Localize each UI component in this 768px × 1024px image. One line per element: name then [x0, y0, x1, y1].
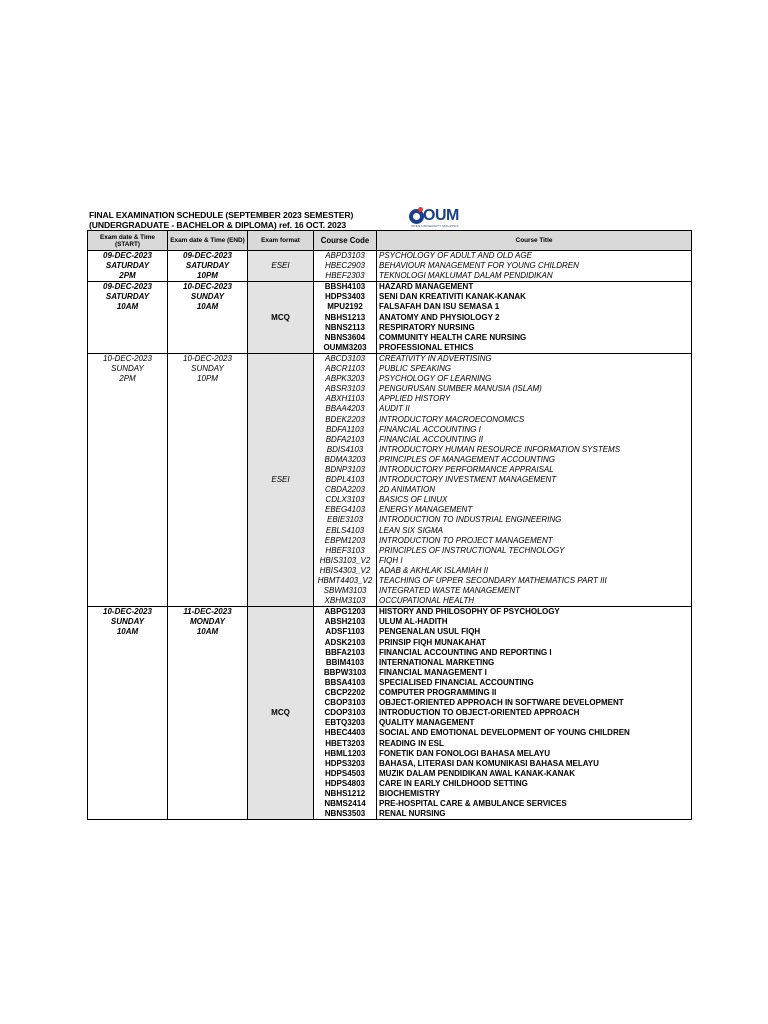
header-format: Exam format — [248, 231, 314, 251]
course-title: SENI DAN KREATIVITI KANAK-KANAK — [379, 292, 526, 302]
course-code: BDFA1103 — [326, 424, 364, 434]
course-title: PRINSIP FIQH MUNAKAHAT — [379, 637, 486, 647]
exam-format-cell: MCQ — [248, 607, 314, 820]
course-title: LEAN SIX SIGMA — [379, 525, 444, 535]
course-code: ABCD3103 — [324, 353, 366, 363]
course-code-cell — [314, 251, 377, 282]
course-code: CDOP3103 — [324, 708, 366, 718]
course-code: BDMA3203 — [324, 454, 366, 464]
table-row — [88, 607, 692, 820]
course-title: PENGURUSAN SUMBER MANUSIA (ISLAM) — [379, 384, 542, 394]
document-title-line-1: FINAL EXAMINATION SCHEDULE (SEPTEMBER 2023 SEMESTER) — [89, 210, 354, 220]
course-code: BDFA2103 — [325, 434, 365, 444]
course-code: ABPG1203 — [324, 607, 366, 617]
course-title: ULUM AL-HADITH — [379, 617, 448, 627]
course-title: OBJECT-ORIENTED APPROACH IN SOFTWARE DEVELOPMENT — [379, 698, 624, 708]
course-code: NBHS1213 — [324, 312, 366, 322]
course-title: FIQH I — [379, 555, 403, 565]
course-title: APPLIED HISTORY — [379, 394, 451, 404]
document-title-line-2: (UNDERGRADUATE - BACHELOR & DIPLOMA) ref. 16 OCT. 2023 — [89, 220, 347, 230]
course-title: FONETIK DAN FONOLOGI BAHASA MELAYU — [379, 748, 550, 758]
course-code: HBIS3103_V2 — [319, 555, 371, 565]
course-code-cell — [314, 607, 377, 820]
course-code: MPU2192 — [327, 302, 363, 312]
course-title: PUBLIC SPEAKING — [379, 364, 452, 374]
course-code: HDPS4503 — [324, 768, 366, 778]
course-code: BDPL4103 — [325, 475, 365, 485]
exam-format-cell: ESEI — [248, 353, 314, 606]
course-title: TEKNOLOGI MAKLUMAT DALAM PENDIDIKAN — [379, 271, 553, 281]
course-title: QUALITY MANAGEMENT — [379, 718, 475, 728]
course-title-cell — [377, 282, 692, 354]
course-code: EBLS4103 — [325, 525, 365, 535]
course-code: BBSA4103 — [324, 677, 366, 687]
course-title: TEACHING OF UPPER SECONDARY MATHEMATICS PART III — [379, 576, 607, 585]
table-row — [88, 251, 692, 282]
table-row — [88, 353, 692, 606]
course-title-cell — [377, 251, 692, 282]
course-code: BBAA4203 — [325, 404, 365, 414]
course-code: HBEF3103 — [325, 545, 365, 555]
course-title: PENGENALAN USUL FIQH — [379, 627, 481, 637]
course-title: INTRODUCTORY PERFORMANCE APPRAISAL — [379, 464, 554, 474]
course-title: INTRODUCTION TO INDUSTRIAL ENGINEERING — [379, 515, 562, 525]
course-code: ADSF1103 — [325, 627, 365, 637]
course-code: HBEC4403 — [324, 728, 366, 738]
header-course-title: Course Title — [377, 231, 692, 251]
course-title: ANATOMY AND PHYSIOLOGY 2 — [379, 312, 500, 322]
course-code: CBCP2202 — [324, 688, 366, 698]
course-code: HBML1203 — [324, 748, 366, 758]
course-code: HDPS3403 — [324, 292, 366, 302]
exam-format-cell: ESEI — [248, 251, 314, 282]
exam-start-cell: 09-DEC-2023 SATURDAY 10AM — [88, 282, 168, 354]
course-code: HDPS4803 — [324, 778, 366, 788]
course-title: CREATIVITY IN ADVERTISING — [379, 353, 492, 363]
course-code: HBET3203 — [325, 738, 365, 748]
course-title: INTRODUCTION TO OBJECT-ORIENTED APPROACH — [379, 708, 580, 718]
exam-end-cell: 11-DEC-2023 MONDAY 10AM — [168, 607, 248, 820]
course-code-cell — [314, 353, 377, 606]
course-code: EBPM1203 — [324, 535, 366, 545]
course-code: ABSH2103 — [324, 617, 366, 627]
course-title: HAZARD MANAGEMENT — [379, 282, 474, 292]
exam-end-cell: 10-DEC-2023 SUNDAY 10PM — [168, 353, 248, 606]
oum-logo — [409, 208, 487, 228]
course-code: ABPD3103 — [325, 251, 365, 260]
course-title: SOCIAL AND EMOTIONAL DEVELOPMENT OF YOUNG CHILDREN — [379, 728, 630, 738]
table-header-row — [88, 231, 692, 251]
header-start: Exam date & Time (START) — [88, 231, 168, 251]
course-code: HDPS3203 — [324, 758, 366, 768]
course-title: BIOCHEMISTRY — [379, 788, 441, 798]
course-code: BDIS4103 — [326, 444, 364, 454]
header-course-code: Course Code — [314, 231, 377, 251]
course-code: BBPW3103 — [323, 667, 367, 677]
exam-end-cell: 10-DEC-2023 SUNDAY 10AM — [168, 282, 248, 354]
course-code: BDNP3103 — [324, 464, 366, 474]
course-title: HISTORY AND PHILOSOPHY OF PSYCHOLOGY — [379, 607, 560, 617]
course-title: PRINCIPLES OF MANAGEMENT ACCOUNTING — [379, 454, 556, 464]
logo-subtext: OPEN UNIVERSITY MALAYSIA — [411, 224, 459, 228]
course-code: HBEF2303 — [325, 271, 365, 281]
course-code: EBEG4103 — [324, 505, 366, 515]
course-code: HBEC2903 — [324, 261, 366, 271]
course-title-cell — [377, 353, 692, 606]
course-title: RESPIRATORY NURSING — [379, 322, 475, 332]
course-title: ENERGY MANAGEMENT — [379, 505, 473, 515]
course-title: FINANCIAL ACCOUNTING II — [379, 434, 484, 444]
course-code: ABXH1103 — [325, 394, 365, 404]
course-code: CBOP3103 — [324, 698, 366, 708]
course-code: OUMM3203 — [323, 342, 367, 352]
course-title: OCCUPATIONAL HEALTH — [379, 596, 474, 606]
course-code: BBIM4103 — [325, 657, 365, 667]
course-title: MUZIK DALAM PENDIDIKAN AWAL KANAK-KANAK — [379, 768, 575, 778]
course-code: ABCR1103 — [325, 364, 365, 374]
course-title: RENAL NURSING — [379, 809, 446, 819]
exam-format-cell: MCQ — [248, 282, 314, 354]
course-code: EBTQ3203 — [324, 718, 366, 728]
course-code: BDEK2203 — [325, 414, 365, 424]
course-title-cell — [377, 607, 692, 820]
exam-start-cell: 09-DEC-2023 SATURDAY 2PM — [88, 251, 168, 282]
course-code: HBIS4303_V2 — [319, 565, 371, 575]
course-code: ABPK3203 — [325, 374, 365, 384]
logo-text: OUM — [423, 207, 459, 224]
course-title: BEHAVIOUR MANAGEMENT FOR YOUNG CHILDREN — [379, 261, 579, 271]
course-code: HBMT4403_V2 — [317, 576, 373, 585]
exam-start-cell: 10-DEC-2023 SUNDAY 10AM — [88, 607, 168, 820]
course-title: PRE-HOSPITAL CARE & AMBULANCE SERVICES — [379, 799, 567, 809]
course-title: READING IN ESL — [379, 738, 444, 748]
header-end: Exam date & Time (END) — [168, 231, 248, 251]
course-title: FINANCIAL ACCOUNTING I — [379, 424, 481, 434]
course-title: INTRODUCTION TO PROJECT MANAGEMENT — [379, 535, 553, 545]
course-title: INTERNATIONAL MARKETING — [379, 657, 495, 667]
course-title: FINANCIAL MANAGEMENT I — [379, 667, 487, 677]
course-code: EBIE3103 — [326, 515, 364, 525]
course-code: NBMS2414 — [324, 799, 366, 809]
course-title: PROFESSIONAL ETHICS — [379, 342, 474, 352]
course-title: AUDIT II — [379, 404, 410, 414]
course-title: CARE IN EARLY CHILDHOOD SETTING — [379, 778, 528, 788]
course-title: INTRODUCTORY INVESTMENT MANAGEMENT — [379, 475, 557, 485]
exam-schedule-table — [87, 230, 692, 820]
course-title: INTEGRATED WASTE MANAGEMENT — [379, 586, 521, 596]
course-code: NBNS3503 — [324, 809, 366, 819]
course-title: BAHASA, LITERASI DAN KOMUNIKASI BAHASA MELAYU — [379, 758, 599, 768]
course-code: BBSH4103 — [324, 282, 366, 292]
course-title: PSYCHOLOGY OF ADULT AND OLD AGE — [379, 251, 532, 260]
course-title: FALSAFAH DAN ISU SEMASA 1 — [379, 302, 500, 312]
course-code: CDLX3103 — [325, 495, 365, 505]
course-title: PSYCHOLOGY OF LEARNING — [379, 374, 492, 384]
course-code: NBNS3604 — [324, 332, 366, 342]
exam-end-cell: 09-DEC-2023 SATURDAY 10PM — [168, 251, 248, 282]
table-body — [88, 251, 692, 820]
course-code: CBDA2203 — [324, 485, 366, 495]
table-row — [88, 282, 692, 354]
course-title: INTRODUCTORY HUMAN RESOURCE INFORMATION SYSTEMS — [379, 444, 621, 454]
course-title: COMMUNITY HEALTH CARE NURSING — [379, 332, 527, 342]
course-title: ADAB & AKHLAK ISLAMIAH II — [379, 565, 489, 575]
course-title: SPECIALISED FINANCIAL ACCOUNTING — [379, 677, 534, 687]
course-title: INTRODUCTORY MACROECONOMICS — [379, 414, 525, 424]
course-title: FINANCIAL ACCOUNTING AND REPORTING I — [379, 647, 552, 657]
course-code: ADSK2103 — [324, 637, 366, 647]
course-code: NBHS1212 — [324, 788, 366, 798]
course-title: 2D ANIMATION — [379, 485, 436, 495]
exam-start-cell: 10-DEC-2023 SUNDAY 2PM — [88, 353, 168, 606]
course-code: NBNS2113 — [324, 322, 366, 332]
course-code: SBWM3103 — [323, 586, 367, 596]
course-title: PRINCIPLES OF INSTRUCTIONAL TECHNOLOGY — [379, 545, 565, 555]
course-title: BASICS OF LINUX — [379, 495, 448, 505]
course-code: ABSR3103 — [325, 384, 365, 394]
course-code: XBHM3103 — [324, 596, 366, 606]
course-code-cell — [314, 282, 377, 354]
course-code: BBFA2103 — [325, 647, 365, 657]
course-title: COMPUTER PROGRAMMING II — [379, 688, 497, 698]
document-header — [89, 207, 691, 230]
